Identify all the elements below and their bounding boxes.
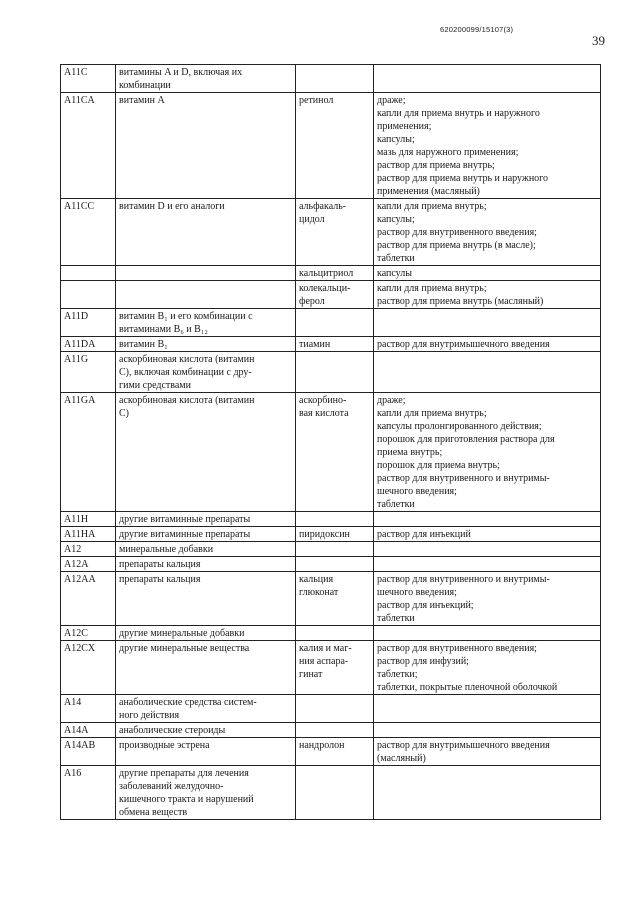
group-name-cell: витамин B₁ и его комбинации с витаминами B₆ и B₁₂ <box>116 309 296 337</box>
atc-code-cell: A12A <box>61 557 116 572</box>
atc-code-cell <box>61 266 116 281</box>
atc-code-cell: A11D <box>61 309 116 337</box>
atc-code-cell: A12 <box>61 542 116 557</box>
document-code: 620200099/15107(3) <box>440 25 514 34</box>
dosage-forms-cell <box>374 65 601 93</box>
dosage-forms-cell <box>374 542 601 557</box>
group-name-cell: минеральные добавки <box>116 542 296 557</box>
table-row <box>61 723 601 738</box>
group-name-cell: другие витаминные препараты <box>116 527 296 542</box>
inn-cell <box>296 766 374 820</box>
atc-code-cell <box>61 281 116 309</box>
inn-cell <box>296 309 374 337</box>
table-row <box>61 199 601 266</box>
dosage-forms-cell <box>374 512 601 527</box>
group-name-cell: анаболические средства систем- ного действия <box>116 695 296 723</box>
table-row <box>61 695 601 723</box>
dosage-forms-cell: капли для приема внутрь; капсулы; раствор для внутривенного введения; раствор для приема внутрь (в масле); таблетки <box>374 199 601 266</box>
group-name-cell: витамины A и D, включая их комбинации <box>116 65 296 93</box>
group-name-cell: витамин B₁ <box>116 337 296 352</box>
inn-cell: калия и маг- ния аспара- гинат <box>296 641 374 695</box>
table-row <box>61 641 601 695</box>
inn-cell <box>296 542 374 557</box>
table-row <box>61 337 601 352</box>
group-name-cell: препараты кальция <box>116 557 296 572</box>
atc-code-cell: A11DA <box>61 337 116 352</box>
atc-code-cell: A11CA <box>61 93 116 199</box>
group-name-cell: витамин A <box>116 93 296 199</box>
inn-cell: кальция глюконат <box>296 572 374 626</box>
inn-cell: тиамин <box>296 337 374 352</box>
inn-cell: кальцитриол <box>296 266 374 281</box>
dosage-forms-cell: капли для приема внутрь; раствор для приема внутрь (масляный) <box>374 281 601 309</box>
dosage-forms-cell: капсулы <box>374 266 601 281</box>
inn-cell: аскорбино- вая кислота <box>296 393 374 512</box>
atc-code-cell: A14 <box>61 695 116 723</box>
dosage-forms-cell: драже; капли для приема внутрь; капсулы пролонгированного действия; порошок для приготовления раствора для приема внутрь; порошок для приема внутрь; раствор для внутривенного и внутримы- шечного введения; таблетки <box>374 393 601 512</box>
inn-cell: колекальци- ферол <box>296 281 374 309</box>
inn-cell <box>296 626 374 641</box>
atc-code-cell: A11H <box>61 512 116 527</box>
dosage-forms-cell: драже; капли для приема внутрь и наружного применения; капсулы; мазь для наружного применения; раствор для приема внутрь; раствор для приема внутрь и наружного применения (масляный) <box>374 93 601 199</box>
atc-code-cell: A12AA <box>61 572 116 626</box>
inn-cell: ретинол <box>296 93 374 199</box>
table-row <box>61 572 601 626</box>
atc-code-cell: A11GA <box>61 393 116 512</box>
inn-cell <box>296 352 374 393</box>
atc-code-cell: A11G <box>61 352 116 393</box>
inn-cell: пиридоксин <box>296 527 374 542</box>
atc-code-cell: A12CX <box>61 641 116 695</box>
inn-cell: нандролон <box>296 738 374 766</box>
group-name-cell: витамин D и его аналоги <box>116 199 296 266</box>
inn-cell <box>296 512 374 527</box>
atc-code-cell: A14A <box>61 723 116 738</box>
dosage-forms-cell <box>374 766 601 820</box>
table-row <box>61 93 601 199</box>
table-row <box>61 266 601 281</box>
group-name-cell: производные эстрена <box>116 738 296 766</box>
group-name-cell: другие витаминные препараты <box>116 512 296 527</box>
group-name-cell: анаболические стероиды <box>116 723 296 738</box>
dosage-forms-cell: раствор для инъекций <box>374 527 601 542</box>
dosage-forms-cell: раствор для внутривенного и внутримы- шечного введения; раствор для инъекций; таблетки <box>374 572 601 626</box>
dosage-forms-cell <box>374 723 601 738</box>
dosage-forms-cell <box>374 626 601 641</box>
dosage-forms-cell <box>374 309 601 337</box>
table-row <box>61 738 601 766</box>
group-name-cell: препараты кальция <box>116 572 296 626</box>
table-row <box>61 557 601 572</box>
table-row <box>61 527 601 542</box>
dosage-forms-cell <box>374 557 601 572</box>
group-name-cell: другие минеральные вещества <box>116 641 296 695</box>
medication-table <box>60 64 601 820</box>
group-name-cell <box>116 281 296 309</box>
table-row <box>61 65 601 93</box>
atc-code-cell: A11C <box>61 65 116 93</box>
atc-code-cell: A14AB <box>61 738 116 766</box>
table-row <box>61 542 601 557</box>
dosage-forms-cell: раствор для внутримышечного введения (масляный) <box>374 738 601 766</box>
inn-cell <box>296 723 374 738</box>
dosage-forms-cell <box>374 695 601 723</box>
page-number: 39 <box>592 33 605 48</box>
atc-code-cell: A16 <box>61 766 116 820</box>
atc-code-cell: A11CC <box>61 199 116 266</box>
atc-code-cell: A11HA <box>61 527 116 542</box>
inn-cell <box>296 65 374 93</box>
table-row <box>61 766 601 820</box>
group-name-cell: другие минеральные добавки <box>116 626 296 641</box>
inn-cell: альфакаль- цидол <box>296 199 374 266</box>
table-row <box>61 393 601 512</box>
dosage-forms-cell <box>374 352 601 393</box>
inn-cell <box>296 557 374 572</box>
inn-cell <box>296 695 374 723</box>
group-name-cell <box>116 266 296 281</box>
group-name-cell: другие препараты для лечения заболеваний желудочно- кишечного тракта и нарушений обмена веществ <box>116 766 296 820</box>
atc-code-cell: A12C <box>61 626 116 641</box>
table-row <box>61 309 601 337</box>
table-row <box>61 626 601 641</box>
dosage-forms-cell: раствор для внутривенного введения; раствор для инфузий; таблетки; таблетки, покрытые пленочной оболочкой <box>374 641 601 695</box>
dosage-forms-cell: раствор для внутримышечного введения <box>374 337 601 352</box>
table-row <box>61 281 601 309</box>
table-row <box>61 352 601 393</box>
table-row <box>61 512 601 527</box>
group-name-cell: аскорбиновая кислота (витамин C) <box>116 393 296 512</box>
group-name-cell: аскорбиновая кислота (витамин C), включая комбинации с дру- гими средствами <box>116 352 296 393</box>
